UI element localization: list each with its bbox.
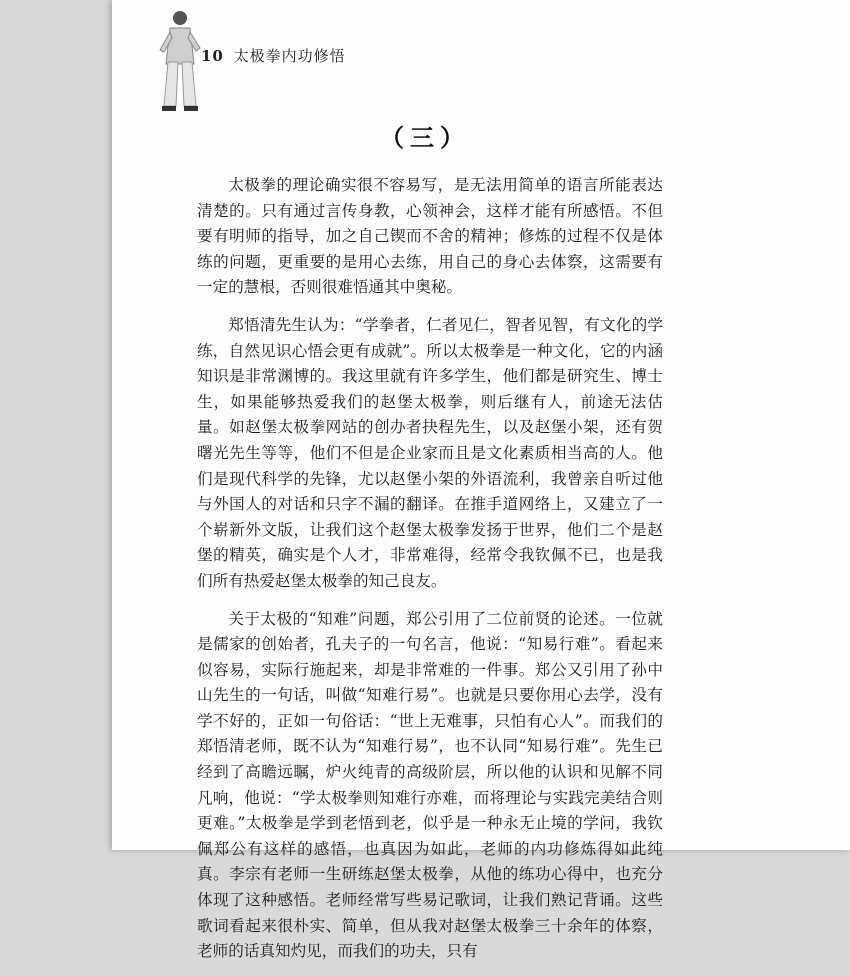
paragraph: 太极拳的理论确实很不容易写，是无法用简单的语言所能表达清楚的。只有通过言传身教，心领神会，这样才能有所感悟。不但要有明师的指导，加之自己锲而不舍的精神；修炼的过程不仅是体练的问题，更重要的是用心去练，用自己的身心去体察，这需要有一定的慧根，否则很难悟通其中奥秘。 (197, 176, 663, 297)
section-title: （三） (380, 123, 470, 152)
paragraph: 关于太极的“知难”问题，郑公引用了二位前贤的论述。一位就是儒家的创始者，孔夫子的一句名言，他说：“知易行难”。看起来似容易，实际行施起来，却是非常难的一件事。郑公又引用了孙中山先生的一句话，叫做“知难行易”。也就是只要你用心去学，没有学不好的，正如一句俗话：“世上无难事，只怕有心人”。而我们的郑悟清老师，既不认为“知难行易”，也不认同“知易行难”。先生已经到了高瞻远瞩，炉火纯青的高级阶层，所以他的认识和见解不同凡响，他说：“学太极拳则知难行亦难，而将理论与实践完美结合则更难。”太极拳是学到老悟到老，似乎是一种永无止境的学问，我钦佩郑公有这样的感悟，也真因为如此，老师的内功修炼得如此纯真。李宗有老师一生研练赵堡太极拳，从他的练功心得中，也充分体现了这种感悟。老师经常写些易记歌词，让我们熟记背诵。这些歌词看起来很朴实、简单，但从我对赵堡太极拳三十余年的体察，老师的话真知灼见，而我们的功夫，只有 (197, 609, 663, 961)
page-number: 10 (201, 47, 224, 65)
running-header (201, 45, 346, 66)
book-title: 太极拳内功修悟 (233, 47, 346, 65)
tai-chi-figure-illustration (158, 6, 202, 114)
body-text (197, 173, 663, 977)
paragraph: 郑悟清先生认为：“学拳者，仁者见仁，智者见智，有文化的学练，自然见识心悟会更有成就”。所以太极拳是一种文化，它的内涵知识是非常渊博的。我这里就有许多学生，他们都是研究生、博士生，如果能够热爱我们的赵堡太极拳，则后继有人，前途无法估量。如赵堡太极拳网站的创办者抉程先生，以及赵堡小架，还有贺曙光先生等等，他们不但是企业家而且是文化素质相当高的人。他们是现代科学的先锋，尤以赵堡小架的外语流利，我曾亲自听过他与外国人的对话和只字不漏的翻译。在推手道网络上，又建立了一个崭新外文版，让我们这个赵堡太极拳发扬于世界，他们二个是赵堡的精英，确实是个人才，非常难得，经常令我钦佩不已，也是我们所有热爱赵堡太极拳的知己良友。 (197, 315, 663, 590)
